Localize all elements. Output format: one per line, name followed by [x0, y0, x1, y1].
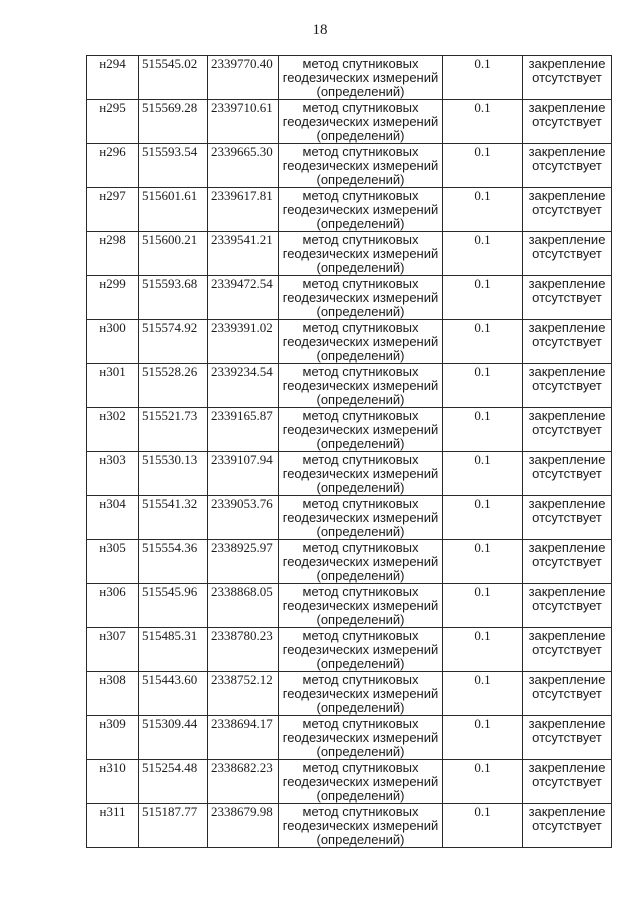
method-line: (определений): [316, 568, 405, 583]
fixing-line: закрепление: [528, 100, 606, 115]
method-line: (определений): [316, 84, 405, 99]
point-id-cell: н304: [87, 496, 139, 540]
accuracy-cell: 0.1: [443, 144, 523, 188]
point-id-cell: н299: [87, 276, 139, 320]
method-line: (определений): [316, 832, 405, 847]
table-row: [87, 716, 612, 760]
fixing-line: отсутствует: [532, 730, 602, 745]
accuracy-cell: 0.1: [443, 584, 523, 628]
method-line: метод спутниковых: [302, 408, 419, 423]
y-coordinate-cell: 2339617.81: [208, 188, 279, 232]
method-cell: [279, 144, 443, 188]
fixing-line: закрепление: [528, 408, 606, 423]
method-line: геодезических измерений: [282, 642, 439, 657]
y-coordinate-cell: 2339770.40: [208, 56, 279, 100]
fixing-cell: [523, 716, 612, 760]
point-id-cell: н296: [87, 144, 139, 188]
method-line: (определений): [316, 260, 405, 275]
point-id-cell: н305: [87, 540, 139, 584]
table-row: [87, 320, 612, 364]
point-id-cell: н297: [87, 188, 139, 232]
fixing-cell: [523, 408, 612, 452]
x-coordinate-cell: 515485.31: [139, 628, 208, 672]
method-line: (определений): [316, 128, 405, 143]
method-cell: [279, 452, 443, 496]
method-cell: [279, 276, 443, 320]
x-coordinate-cell: 515601.61: [139, 188, 208, 232]
y-coordinate-cell: 2339710.61: [208, 100, 279, 144]
y-coordinate-cell: 2339541.21: [208, 232, 279, 276]
x-coordinate-cell: 515569.28: [139, 100, 208, 144]
fixing-line: отсутствует: [532, 642, 602, 657]
fixing-line: отсутствует: [532, 290, 602, 305]
x-coordinate-cell: 515600.21: [139, 232, 208, 276]
method-line: геодезических измерений: [282, 114, 439, 129]
fixing-line: отсутствует: [532, 818, 602, 833]
method-line: геодезических измерений: [282, 422, 439, 437]
fixing-cell: [523, 628, 612, 672]
table-row: [87, 804, 612, 848]
y-coordinate-cell: 2339472.54: [208, 276, 279, 320]
accuracy-cell: 0.1: [443, 232, 523, 276]
fixing-line: закрепление: [528, 496, 606, 511]
method-line: метод спутниковых: [302, 188, 419, 203]
fixing-cell: [523, 144, 612, 188]
fixing-line: закрепление: [528, 672, 606, 687]
fixing-line: отсутствует: [532, 554, 602, 569]
table-row: [87, 100, 612, 144]
method-line: метод спутниковых: [302, 584, 419, 599]
method-line: метод спутниковых: [302, 672, 419, 687]
point-id-cell: н311: [87, 804, 139, 848]
method-cell: [279, 232, 443, 276]
y-coordinate-cell: 2339053.76: [208, 496, 279, 540]
table-row: [87, 364, 612, 408]
x-coordinate-cell: 515545.96: [139, 584, 208, 628]
point-id-cell: н301: [87, 364, 139, 408]
method-line: геодезических измерений: [282, 774, 439, 789]
fixing-line: отсутствует: [532, 202, 602, 217]
accuracy-cell: 0.1: [443, 276, 523, 320]
x-coordinate-cell: 515254.48: [139, 760, 208, 804]
method-line: геодезических измерений: [282, 202, 439, 217]
fixing-line: закрепление: [528, 628, 606, 643]
accuracy-cell: 0.1: [443, 760, 523, 804]
fixing-line: отсутствует: [532, 334, 602, 349]
fixing-line: закрепление: [528, 760, 606, 775]
fixing-line: отсутствует: [532, 70, 602, 85]
method-line: геодезических измерений: [282, 158, 439, 173]
accuracy-cell: 0.1: [443, 804, 523, 848]
y-coordinate-cell: 2338925.97: [208, 540, 279, 584]
table-row: [87, 540, 612, 584]
fixing-line: отсутствует: [532, 422, 602, 437]
fixing-cell: [523, 452, 612, 496]
method-cell: [279, 628, 443, 672]
accuracy-cell: 0.1: [443, 188, 523, 232]
y-coordinate-cell: 2338752.12: [208, 672, 279, 716]
accuracy-cell: 0.1: [443, 496, 523, 540]
fixing-line: закрепление: [528, 188, 606, 203]
x-coordinate-cell: 515593.54: [139, 144, 208, 188]
fixing-line: закрепление: [528, 56, 606, 71]
x-coordinate-cell: 515521.73: [139, 408, 208, 452]
point-id-cell: н310: [87, 760, 139, 804]
method-line: метод спутниковых: [302, 144, 419, 159]
method-cell: [279, 584, 443, 628]
method-line: (определений): [316, 392, 405, 407]
coordinates-table: [86, 55, 612, 848]
fixing-cell: [523, 496, 612, 540]
method-line: геодезических измерений: [282, 686, 439, 701]
y-coordinate-cell: 2338682.23: [208, 760, 279, 804]
fixing-line: отсутствует: [532, 246, 602, 261]
method-line: (определений): [316, 524, 405, 539]
method-line: метод спутниковых: [302, 232, 419, 247]
method-cell: [279, 100, 443, 144]
method-line: (определений): [316, 612, 405, 627]
x-coordinate-cell: 515545.02: [139, 56, 208, 100]
method-cell: [279, 496, 443, 540]
x-coordinate-cell: 515443.60: [139, 672, 208, 716]
method-line: геодезических измерений: [282, 730, 439, 745]
method-line: метод спутниковых: [302, 540, 419, 555]
fixing-cell: [523, 364, 612, 408]
fixing-cell: [523, 540, 612, 584]
method-cell: [279, 804, 443, 848]
fixing-line: отсутствует: [532, 686, 602, 701]
fixing-line: закрепление: [528, 364, 606, 379]
fixing-line: отсутствует: [532, 598, 602, 613]
method-cell: [279, 760, 443, 804]
method-line: метод спутниковых: [302, 56, 419, 71]
method-cell: [279, 320, 443, 364]
table-row: [87, 408, 612, 452]
x-coordinate-cell: 515309.44: [139, 716, 208, 760]
y-coordinate-cell: 2339391.02: [208, 320, 279, 364]
table-row: [87, 144, 612, 188]
method-line: геодезических измерений: [282, 466, 439, 481]
point-id-cell: н306: [87, 584, 139, 628]
method-line: геодезических измерений: [282, 70, 439, 85]
fixing-line: закрепление: [528, 144, 606, 159]
fixing-cell: [523, 672, 612, 716]
method-line: метод спутниковых: [302, 100, 419, 115]
table-row: [87, 56, 612, 100]
table-row: [87, 188, 612, 232]
table-row: [87, 496, 612, 540]
x-coordinate-cell: 515574.92: [139, 320, 208, 364]
fixing-line: отсутствует: [532, 466, 602, 481]
point-id-cell: н309: [87, 716, 139, 760]
point-id-cell: н303: [87, 452, 139, 496]
table-row: [87, 452, 612, 496]
y-coordinate-cell: 2339234.54: [208, 364, 279, 408]
table-row: [87, 232, 612, 276]
method-cell: [279, 188, 443, 232]
table-row: [87, 628, 612, 672]
x-coordinate-cell: 515187.77: [139, 804, 208, 848]
method-line: (определений): [316, 744, 405, 759]
point-id-cell: н298: [87, 232, 139, 276]
method-line: (определений): [316, 304, 405, 319]
method-cell: [279, 408, 443, 452]
table-body: [87, 56, 612, 848]
method-line: метод спутниковых: [302, 320, 419, 335]
method-line: (определений): [316, 216, 405, 231]
fixing-cell: [523, 56, 612, 100]
fixing-line: закрепление: [528, 452, 606, 467]
point-id-cell: н300: [87, 320, 139, 364]
fixing-line: закрепление: [528, 232, 606, 247]
method-line: метод спутниковых: [302, 276, 419, 291]
method-line: (определений): [316, 700, 405, 715]
accuracy-cell: 0.1: [443, 364, 523, 408]
method-line: метод спутниковых: [302, 716, 419, 731]
method-cell: [279, 716, 443, 760]
accuracy-cell: 0.1: [443, 100, 523, 144]
fixing-line: закрепление: [528, 540, 606, 555]
method-line: геодезических измерений: [282, 510, 439, 525]
page-number: 18: [312, 22, 328, 38]
method-line: метод спутниковых: [302, 452, 419, 467]
fixing-line: закрепление: [528, 716, 606, 731]
method-line: (определений): [316, 656, 405, 671]
fixing-cell: [523, 804, 612, 848]
method-line: метод спутниковых: [302, 760, 419, 775]
table-row: [87, 760, 612, 804]
x-coordinate-cell: 515528.26: [139, 364, 208, 408]
method-line: метод спутниковых: [302, 628, 419, 643]
x-coordinate-cell: 515541.32: [139, 496, 208, 540]
method-line: (определений): [316, 172, 405, 187]
accuracy-cell: 0.1: [443, 716, 523, 760]
fixing-cell: [523, 100, 612, 144]
table-row: [87, 276, 612, 320]
y-coordinate-cell: 2338868.05: [208, 584, 279, 628]
point-id-cell: н294: [87, 56, 139, 100]
accuracy-cell: 0.1: [443, 628, 523, 672]
x-coordinate-cell: 515593.68: [139, 276, 208, 320]
fixing-line: закрепление: [528, 320, 606, 335]
method-line: геодезических измерений: [282, 598, 439, 613]
method-line: геодезических измерений: [282, 334, 439, 349]
method-line: (определений): [316, 436, 405, 451]
method-cell: [279, 364, 443, 408]
method-cell: [279, 672, 443, 716]
method-line: геодезических измерений: [282, 554, 439, 569]
method-line: геодезических измерений: [282, 246, 439, 261]
fixing-cell: [523, 760, 612, 804]
accuracy-cell: 0.1: [443, 540, 523, 584]
method-line: геодезических измерений: [282, 818, 439, 833]
point-id-cell: н295: [87, 100, 139, 144]
fixing-line: закрепление: [528, 584, 606, 599]
fixing-line: отсутствует: [532, 114, 602, 129]
fixing-cell: [523, 276, 612, 320]
fixing-line: отсутствует: [532, 378, 602, 393]
fixing-line: закрепление: [528, 804, 606, 819]
point-id-cell: н307: [87, 628, 139, 672]
point-id-cell: н308: [87, 672, 139, 716]
method-line: (определений): [316, 348, 405, 363]
fixing-cell: [523, 320, 612, 364]
fixing-cell: [523, 232, 612, 276]
y-coordinate-cell: 2339107.94: [208, 452, 279, 496]
accuracy-cell: 0.1: [443, 672, 523, 716]
fixing-line: отсутствует: [532, 510, 602, 525]
point-id-cell: н302: [87, 408, 139, 452]
fixing-cell: [523, 188, 612, 232]
accuracy-cell: 0.1: [443, 452, 523, 496]
method-line: метод спутниковых: [302, 364, 419, 379]
y-coordinate-cell: 2338679.98: [208, 804, 279, 848]
y-coordinate-cell: 2338694.17: [208, 716, 279, 760]
y-coordinate-cell: 2339665.30: [208, 144, 279, 188]
table-row: [87, 584, 612, 628]
accuracy-cell: 0.1: [443, 408, 523, 452]
method-line: (определений): [316, 788, 405, 803]
fixing-cell: [523, 584, 612, 628]
method-cell: [279, 540, 443, 584]
x-coordinate-cell: 515554.36: [139, 540, 208, 584]
method-line: геодезических измерений: [282, 378, 439, 393]
accuracy-cell: 0.1: [443, 56, 523, 100]
x-coordinate-cell: 515530.13: [139, 452, 208, 496]
method-cell: [279, 56, 443, 100]
accuracy-cell: 0.1: [443, 320, 523, 364]
method-line: метод спутниковых: [302, 804, 419, 819]
y-coordinate-cell: 2338780.23: [208, 628, 279, 672]
method-line: метод спутниковых: [302, 496, 419, 511]
method-line: геодезических измерений: [282, 290, 439, 305]
method-line: (определений): [316, 480, 405, 495]
fixing-line: отсутствует: [532, 774, 602, 789]
y-coordinate-cell: 2339165.87: [208, 408, 279, 452]
table-row: [87, 672, 612, 716]
fixing-line: отсутствует: [532, 158, 602, 173]
fixing-line: закрепление: [528, 276, 606, 291]
